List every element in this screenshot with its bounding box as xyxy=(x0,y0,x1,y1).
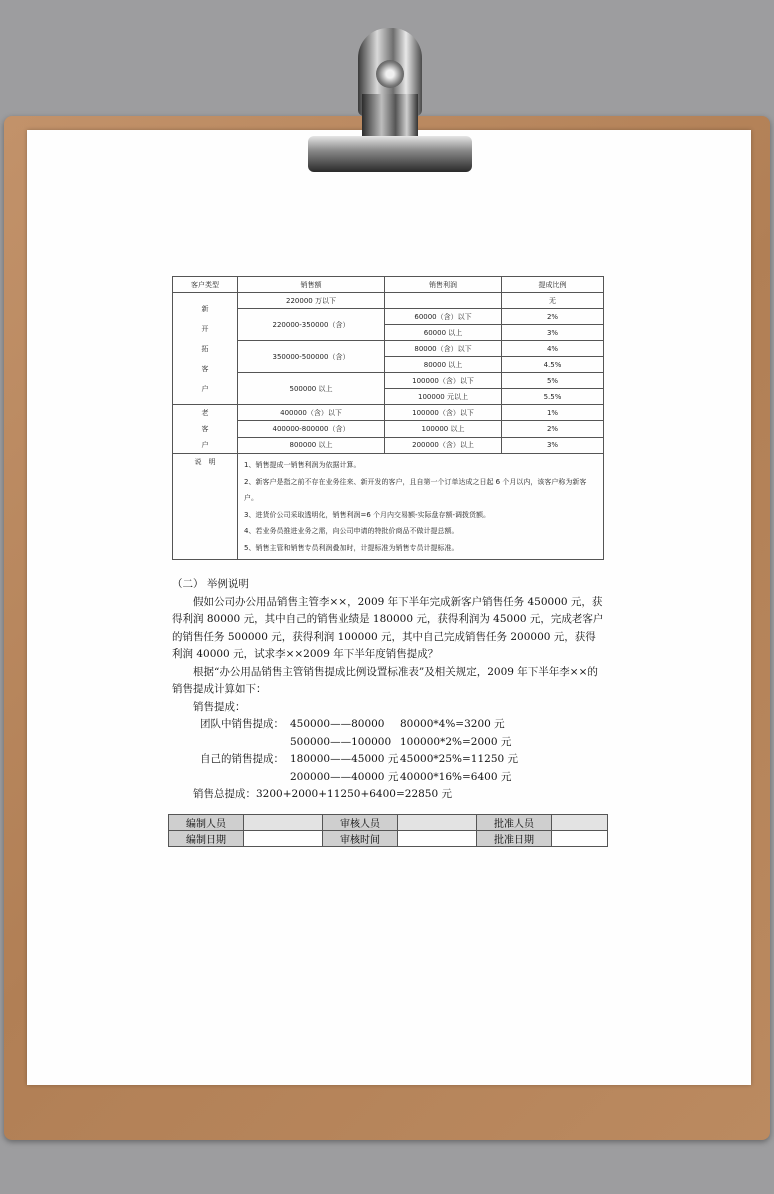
signature-table xyxy=(168,814,608,847)
table-row: 800000 以上 200000（含）以上 3% xyxy=(173,437,604,453)
document xyxy=(172,276,604,847)
example-heading: （二） 举例说明 xyxy=(172,578,249,590)
table-row: 老 客 户 400000（含）以下 100000（含）以下 1% xyxy=(173,405,604,421)
table-row: 60000 以上 3% xyxy=(173,325,604,341)
table-row: 220000-350000（含） 60000（含）以下 2% xyxy=(173,309,604,325)
table-row: 400000-800000（含） 100000 以上 2% xyxy=(173,421,604,437)
table-header xyxy=(173,277,604,293)
approve-date-field[interactable] xyxy=(552,830,608,846)
table-row: 80000 以上 4.5% xyxy=(173,357,604,373)
reviewer-field[interactable] xyxy=(398,814,477,830)
table-row: 500000 以上 100000（含）以下 5% xyxy=(173,373,604,389)
new-customer-label: 新 开 拓 客 户 xyxy=(173,293,238,405)
example-section xyxy=(172,576,604,804)
approver-field[interactable] xyxy=(552,814,608,830)
notes-content: 1、销售提成一销售利润为依据计算。 2、新客户是指之前不存在业务往来、新开发的客户，且自第一个订单达成之日起 6 个月以内，该客户称为新客户。 3、进货价公司采取透明化，销售利润=6 个月内交易额-实际盘存额-调拨货额。 4、若业务员推进业务之需，向公司申请的特批价商品不做计提总额。 5、销售主管和销售专员利润叠加时，计提标准为销售专员计提标准。 xyxy=(238,454,604,560)
header-cell: 销售额 xyxy=(238,277,385,293)
table-row: 编制人员 审核人员 批准人员 xyxy=(169,814,608,830)
notes-label: 说 明 xyxy=(173,454,238,560)
header-cell: 销售利润 xyxy=(385,277,502,293)
example-paragraph: 假如公司办公用品销售主管李××，2009 年下半年完成新客户销售任务 450000 元，获得利润 80000 元，其中自己的销售业绩是 180000 元，获得利润为 45000 元，完成老客户的销售任务 500000 元，获得利润 100000 元，其中自己完成销售任务 200000 元，获得利润 40000 元，试求李××2009 年下半年度销售提成？ xyxy=(172,595,604,660)
editor-field[interactable] xyxy=(244,814,323,830)
header-cell: 提成比例 xyxy=(502,277,604,293)
calc-total: 销售总提成：3200+2000+11250+6400=22850 元 xyxy=(193,788,452,800)
binder-clip-icon xyxy=(300,24,480,176)
calc-lines: 团队中销售提成： 450000——80000 80000*4%=3200 元 500000——100000 100000*2%=2000 元 自己的销售提成： 180000——45000 元 45000*25%=11250 元 200000——40000 元 40000*16%=6400 元 xyxy=(200,718,519,783)
header-cell: 客户类型 xyxy=(173,277,238,293)
edit-date-field[interactable] xyxy=(244,830,323,846)
example-paragraph: 根据“办公用品销售主管销售提成比例设置标准表”及相关规定，2009 年下半年李××的销售提成计算如下： xyxy=(172,665,598,695)
calc-title: 销售提成： xyxy=(193,700,246,713)
table-row: 新 开 拓 客 户 220000 万以下 无 xyxy=(173,293,604,309)
review-date-field[interactable] xyxy=(398,830,477,846)
old-customer-label: 老 客 户 xyxy=(173,405,238,454)
table-row: 100000 元以上 5.5% xyxy=(173,389,604,405)
notes-row xyxy=(173,454,604,560)
table-row: 350000-500000（含） 80000（含）以下 4% xyxy=(173,341,604,357)
table-row: 编制日期 审核时间 批准日期 xyxy=(169,830,608,846)
commission-table xyxy=(172,276,604,560)
